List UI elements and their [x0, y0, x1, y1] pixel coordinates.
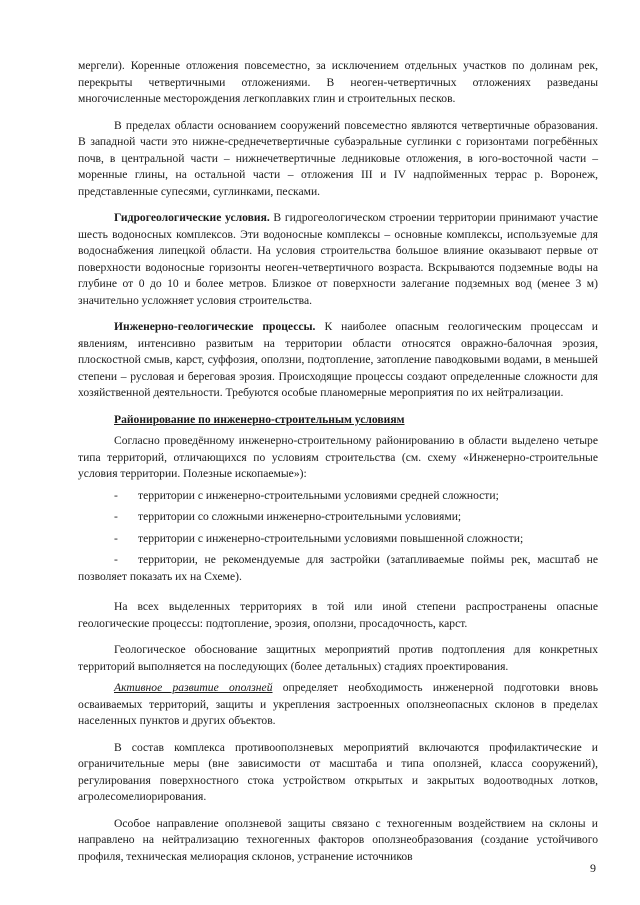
- geoprocesses-body: К наиболее опасным геологическим процессам и явлениям, интенсивно развитым на территории области относятся овражно-балочная эрозия, плоскостной смыв, карст, суффозия, оползни, подтопление, затопление паводковыми водами, в меньшей степени – русловая и береговая эрозия. Происходящие процессы создают определенные сложности для хозяйственной деятельности. Требуются особые планомерные мероприятия по их нейтрализации.: [78, 320, 599, 399]
- list-dash: -: [114, 510, 118, 523]
- section-heading: Районирование по инженерно-строительным условиям: [114, 412, 405, 426]
- list-dash: -: [114, 553, 118, 566]
- list-item: [78, 552, 598, 585]
- landslides-body: определяет необходимость инженерной подготовки вновь осваиваемых территорий, защиты и укрепления застроенных оползнеопасных склонов в пределах населенных пунктов и других объектов.: [78, 681, 598, 727]
- paragraph-hydrogeology: [78, 210, 598, 309]
- paragraph-protection: Особое направление оползневой защиты связано с техногенным воздействием на склоны и направлено на нейтрализацию техногенных факторов оползнеобразования (создание устойчивого профиля, техническая мелиорация склонов, устранение источников: [78, 816, 598, 863]
- geoprocesses-heading: Инженерно-геологические процессы.: [114, 320, 316, 333]
- landslides-lead: Активное развитие оползней: [114, 681, 273, 694]
- list-item-text: территории с инженерно-строительными условиями повышенной сложности;: [138, 531, 524, 545]
- paragraph-zoning: Согласно проведённому инженерно-строительному районированию в области выделено четыре типа территорий, отличающихся по условиям строительства (см. схему «Инженерно-строительные условия территории. Полезные ископаемые»):: [78, 434, 598, 480]
- list-item-text: территории со сложными инженерно-строительными условиями;: [138, 510, 462, 523]
- paragraph-1: мергели). Коренные отложения повсеместно, за исключением отдельных участков по долинам рек, перекрыты четвертичными отложениями. В неоген-четвертичных отложениях разведаны многочисленные месторождения легкоплавких глин и строительных песков.: [78, 59, 598, 105]
- paragraph-measures: В состав комплекса противооползневых мероприятий включаются профилактические и ограничительные меры (вне зависимости от масштаба и типа оползней, класса сооружений), регулирования поверхностного стока устройством открытых и закрытых водоотводных лотков, агролесомелиорирования.: [78, 740, 598, 803]
- list-item: [78, 488, 598, 505]
- list-item-text: территории, не рекомендуемые для застройки (затапливаемые поймы рек, масштаб не позволяет показать их на Схеме).: [78, 553, 598, 583]
- list-item: [78, 531, 598, 548]
- text-column: [78, 58, 598, 865]
- list-dash: -: [114, 488, 118, 502]
- hydrogeology-body: В гидрогеологическом строении территории принимают участие шесть водоносных комплексов. Эти водоносные комплексы – основные комплексы, используемые для водоснабжения липецкой области. На условия строительства большое влияние оказывают первые от поверхности водоносные горизонты неоген-четвертичного возраста. Вскрываются подземные воды на глубине от 0 до 10 и более метров. Близкое от поверхности залегание подземных вод (менее 3 м) значительно усложняет условия строительства.: [78, 211, 598, 307]
- list-dash: -: [114, 531, 118, 545]
- paragraph-geoprocesses: [78, 319, 598, 402]
- list-item: [78, 509, 598, 526]
- paragraph-2: В пределах области основанием сооружений повсеместно являются четвертичные образования. В западной части это нижне-среднечетвертичные субаэральные суглинки с горизонтами погребённых почв, в центральной части – нижнечетвертичные ледниковые отложения, в юго-восточной части – моренные глины, на остальной части – отложения III и IV надпойменных террас р. Воронеж, представленные супесями, суглинками, песками.: [78, 118, 598, 198]
- paragraph-justification: Геологическое обоснование защитных мероприятий против подтопления для конкретных территорий выполняется на последующих (более детальных) стадиях проектирования.: [78, 643, 598, 673]
- hydrogeology-heading: Гидрогеологические условия.: [114, 211, 270, 224]
- paragraph-landslides: [78, 680, 598, 730]
- page-number: 9: [590, 861, 596, 875]
- paragraph-hazards: На всех выделенных территориях в той или иной степени распространены опасные геологические процессы: подтопление, эрозия, оползни, просадочность, карст.: [78, 600, 598, 630]
- list-item-text: территории с инженерно-строительными условиями средней сложности;: [138, 488, 499, 502]
